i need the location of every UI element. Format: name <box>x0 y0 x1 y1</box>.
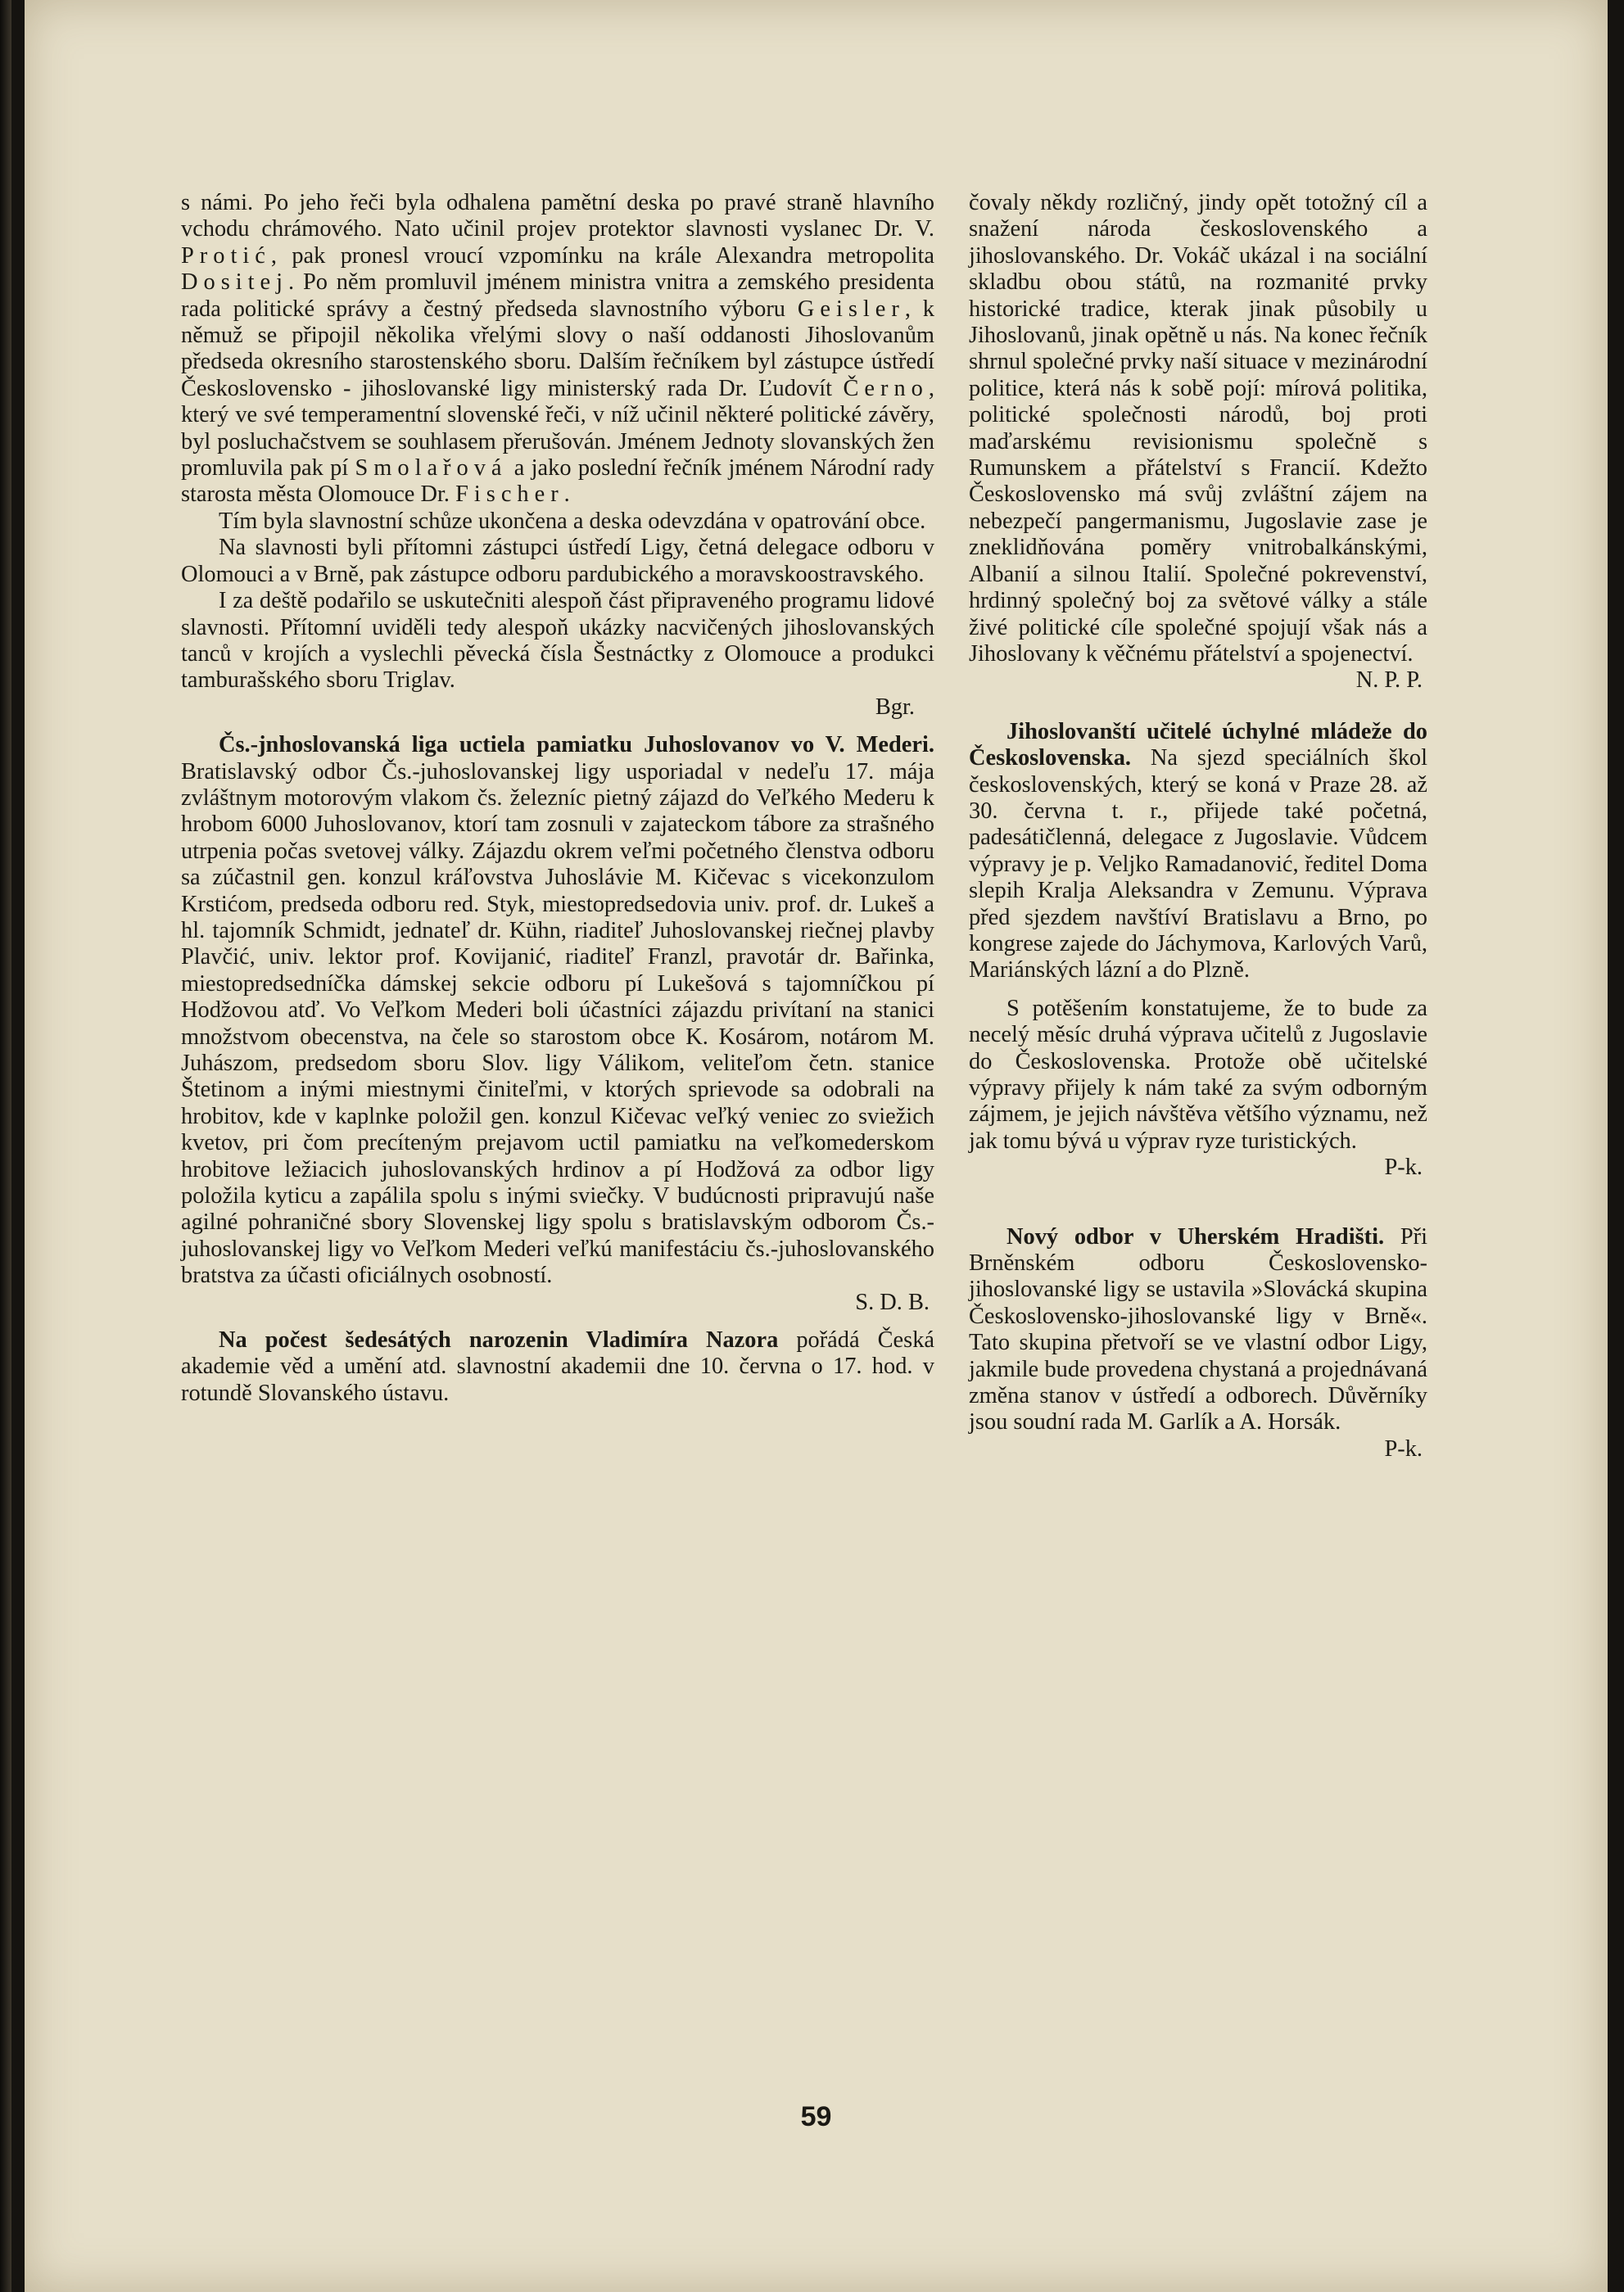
article-paragraph: I za deště podařilo se uskutečniti alespoň část připraveného programu lidové slavnosti. Přítomní uviděli tedy alespoň ukázky nacvičených jihoslovanských tanců v krojích a vyslechli pěvecká čísla Šestnáctky z Olomouce a produkci tamburašského sboru Triglav. <box>181 588 934 694</box>
news-body: Na sjezd speciálních škol československých, který se koná v Praze 28. až 30. června t. r., přijede také početná, padesátičlenná, delegace z Jugoslavie. Vůdcem výpravy je p. Veljko Ramadanović, ředitel Doma slepih Kralja Aleksandra v Zemunu. Výprava před sjezdem navštíví Bratislavu a Brno, po kongrese zajede do Jáchymova, Karlových Varů, Mariánských lázní a do Plzně. <box>969 745 1427 983</box>
article-paragraph: čovaly někdy rozličný, jindy opět totožný cíl a snažení národa československého a jihoslovanského. Dr. Vokáč ukázal i na sociální skladbu obou států, na rozmanité prvky historické tradice, kterak jinak působily u Jihoslovanů, jinak opětně u nás. Na konec řečník shrnul společné prvky naší situace v mezinárodní politice, která nás k sobě pojí: mírová politika, politické společnosti národů, boj proti maďarskému revisionismu společně s Rumunskem a přátelství s Francií. Kdežto Československo má svůj zvláštní zájem na nebezpečí pangermanismu, Jugoslavie zase je zneklidňována poměry vnitrobalkánskými, Albanií a silnou Italií. Společné pokrevenství, hrdinný společný boj za světové války a stále živé politické cíle společné spojují však nás a Jihoslovany k věčnému přátelství a spojenectví. N. P. P. <box>969 190 1427 694</box>
news-headline: Čs.-jnhoslovanská liga uctiela pamiatku Juhoslovanov vo V. Mederi. <box>219 732 934 758</box>
article-paragraph: Tím byla slavnostní schůze ukončena a deska odevzdána v opatrování obce. <box>219 508 926 534</box>
person-name: Smolařová <box>355 455 508 481</box>
document-page <box>25 0 1608 2292</box>
article-paragraph: S potěšením konstatujeme, že to bude za necelý měsíc druhá výprava učitelů z Jugoslavie do Československa. Protože obě učitelské výpravy přijely k nám také za svým odborným zájmem, je jejich návštěva většího významu, než jak tomu bývá u výprav ryze turistických. P-k. <box>969 995 1427 1181</box>
author-signature: P-k. <box>1384 1435 1423 1462</box>
right-column <box>969 190 1427 1462</box>
news-headline: Jihoslovanští učitelé úchylné mládeže do Československa. <box>969 718 1427 771</box>
author-signature: N. P. P. <box>1355 667 1423 694</box>
news-item <box>181 732 934 1316</box>
news-headline: Nový odbor v Uherském Hradišti. <box>1007 1223 1385 1250</box>
article-paragraph: s námi. Po jeho řeči byla odhalena pamětní deska po pravé straně hlavního vchodu chrámového. Nato učinil projev protektor slavnosti vyslanec Dr. V. Protić, pak pronesl vroucí vzpomínku na krále Alexandra metropolita Dositej. Po něm promluvil jménem ministra vnitra a zemského presidenta rada politické správy a čestný předseda slavnostního výboru Geisler, k němuž se připojil několika vřelými slovy o naší oddanosti Jihoslovanům předseda okresního starostenského sboru. Dalším řečníkem byl zástupce ústředí Československo - jihoslovanské ligy ministerský rada Dr. Ľudovít Černo, který ve své temperamentní slovenské řeči, v níž učinil některé politické závěry, byl posluchačstvem se souhlasem přerušován. Jménem Jednoty slovanských žen promluvila pak pí Smolařová a jako poslední řečník jménem Národní rady starosta města Olomouce Dr. Fischer. <box>181 190 934 508</box>
person-name: Fischer <box>455 481 564 508</box>
person-name: Protić <box>181 242 271 269</box>
author-signature: S. D. B. <box>855 1289 930 1315</box>
news-body: Bratislavský odbor Čs.-juhoslovanskej ligy usporiadal v nedeľu 17. mája zvláštnym motorovým vlakom čs. železníc pietný zájazd do Veľkého Mederu k hrobom 6000 Juhoslovanov, ktorí tam zosnuli v zajateckom tábore za strašného utrpenia počas svetovej války. Zájazdu okrem veľmi početného členstva odboru sa zúčastnil gen. konzul kráľovstva Juhoslávie M. Kičevac s vicekonzulom Krstićom, predseda odboru red. Styk, miestopredsedovia univ. prof. dr. Lukeš a hl. tajomník Schmidt, jednateľ dr. Kühn, riaditeľ Juhoslovanskej riečnej plavby Plavčić, univ. lektor prof. Kovijanić, riaditeľ Franzl, pravotár dr. Bařinka, miestopredsedníčka dámskej sekcie odboru pí Lukešová s tajomníčkou pí Hodžovou atď. Vo Veľkom Mederi boli účastníci zájazdu privítaní na stanici množstvom obecenstva, na čele so starostom obce K. Kosárom, notárom M. Juhászom, predsedom sboru Slov. ligy Válikom, veliteľom četn. stanice Štetinom a inými miestnymi činiteľmi, v ktorých sprievode sa odobrali na hrobitov, kde v kaplnke položil gen. konzul Kičevac veľký veniec zo sviežich kvetov, pri čom precíteným prejavom uctil pamiatku na veľkomederskom hrobitove ležiacich juhoslovanských hrdinov a pí Hodžová za odbor ligy položila kyticu a zapálila spolu s inými sviečky. V budúcnosti pripravujú naše agilné pohraničné sbory Slovenskej ligy spolu s bratislavským odborom Čs.-juhoslovanskej ligy vo Veľkom Mederi veľkú manifestáciu čs.-juhoslovanského bratstva za účasti oficiálnych osobností. <box>181 758 934 1289</box>
news-body: Při Brněnském odboru Československo-jihoslovanské ligy se ustavila »Slovácká skupina Československo-jihoslovanské ligy v Brně«. Tato skupina přetvoří se ve vlastní odbor Ligy, jakmile bude provedena chystaná a projednávaná změna stanov v ústředí a odborech. Důvěrníky jsou soudní rada M. Garlík a A. Horsák. <box>969 1223 1427 1435</box>
person-name: Geisler <box>797 296 905 322</box>
news-body: pořádá Česká akademie věd a umění atd. slavnostní akademii dne 10. června o 17. hod. v rotundě Slovanského ústavu. <box>181 1327 935 1406</box>
page-spine-shadow <box>0 0 11 2292</box>
news-item <box>969 719 1427 984</box>
author-signature: P-k. <box>1384 1155 1423 1181</box>
news-item <box>969 1224 1427 1463</box>
article-paragraph: Na slavnosti byli přítomni zástupci ústředí Ligy, četná delegace odboru v Olomouci a v Brně, pak zástupce odboru pardubického a moravskoostravského. <box>181 535 934 587</box>
person-name: Černo <box>843 375 929 401</box>
person-name: Dositej <box>181 269 289 296</box>
page-number: 59 <box>800 2101 832 2132</box>
news-item <box>181 1327 934 1407</box>
news-headline: Na počest šedesátých narozenin Vladimíra Nazora <box>219 1327 779 1354</box>
left-column <box>181 190 934 1407</box>
author-signature: Bgr. <box>875 694 915 720</box>
